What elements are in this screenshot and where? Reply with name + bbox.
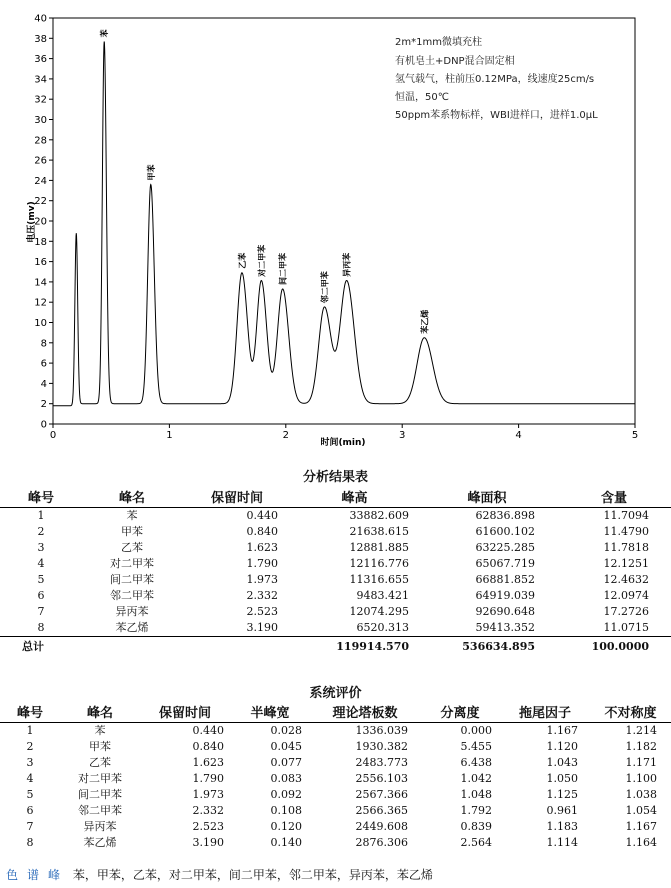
table-cell: 1.114 bbox=[546, 835, 578, 849]
table-cell: 甲苯 bbox=[121, 524, 143, 538]
total-blank-2 bbox=[182, 636, 292, 658]
table-cell: 7 bbox=[26, 819, 34, 833]
table-cell: 5.455 bbox=[460, 739, 492, 753]
table-cell: 62836.898 bbox=[475, 508, 535, 522]
col-content: 含量 bbox=[557, 487, 671, 507]
table-cell: 0.140 bbox=[270, 835, 302, 849]
x-tick-label: 5 bbox=[631, 430, 639, 441]
table-cell: 63225.285 bbox=[475, 540, 535, 554]
table-cell: 11.7818 bbox=[603, 540, 649, 554]
table-cell: 5 bbox=[37, 572, 45, 586]
y-tick-label: 16 bbox=[34, 257, 47, 269]
y-tick-label: 4 bbox=[40, 378, 47, 390]
table-cell: 1.973 bbox=[192, 787, 224, 801]
table-row bbox=[0, 524, 671, 540]
table-cell: 61600.102 bbox=[475, 524, 535, 538]
table-cell: 8 bbox=[37, 620, 45, 634]
table-row bbox=[0, 588, 671, 604]
table-cell: 0.028 bbox=[270, 723, 302, 737]
y-tick-label: 14 bbox=[34, 277, 47, 289]
table-row bbox=[0, 739, 671, 755]
annotation-carrier: 氢气载气，柱前压0.12MPa，线速度25cm/s bbox=[395, 74, 595, 85]
total-height: 119914.570 bbox=[292, 636, 417, 658]
caption-label: 色谱峰 bbox=[6, 868, 70, 882]
table-cell: 12.1251 bbox=[603, 556, 649, 570]
analysis-table bbox=[0, 487, 671, 658]
table-cell: 2876.306 bbox=[355, 835, 408, 849]
table-cell: 1930.382 bbox=[355, 739, 408, 753]
table-cell: 3.190 bbox=[246, 620, 278, 634]
table-cell: 2 bbox=[26, 739, 34, 753]
table-cell: 64919.039 bbox=[475, 588, 535, 602]
table-cell: 乙苯 bbox=[121, 540, 143, 554]
table-cell: 苯乙烯 bbox=[115, 620, 149, 634]
table-cell: 12881.885 bbox=[349, 540, 409, 554]
y-tick-label: 32 bbox=[34, 94, 47, 106]
peak-label: 邻二甲苯 bbox=[320, 271, 330, 304]
table-cell: 1.182 bbox=[625, 739, 657, 753]
table-cell: 甲苯 bbox=[89, 739, 111, 753]
table-cell: 2556.103 bbox=[355, 771, 408, 785]
caption bbox=[6, 866, 433, 883]
table-row bbox=[0, 722, 671, 739]
table-cell: 0.045 bbox=[270, 739, 302, 753]
x-tick-label: 0 bbox=[49, 430, 57, 441]
table-cell: 1.048 bbox=[460, 787, 492, 801]
eval-col-peak-name: 峰名 bbox=[60, 702, 140, 722]
table-cell: 1.623 bbox=[192, 755, 224, 769]
table-cell: 6 bbox=[26, 803, 34, 817]
table-cell: 11.4790 bbox=[603, 524, 649, 538]
total-area: 536634.895 bbox=[417, 636, 557, 658]
table-cell: 17.2726 bbox=[603, 604, 649, 618]
y-tick-label: 34 bbox=[34, 74, 47, 86]
table-row bbox=[0, 787, 671, 803]
table-cell: 邻二甲苯 bbox=[78, 803, 122, 817]
table-cell: 2566.365 bbox=[355, 803, 408, 817]
col-height: 峰高 bbox=[292, 487, 417, 507]
table-cell: 1.171 bbox=[625, 755, 657, 769]
table-cell: 2.332 bbox=[192, 803, 224, 817]
table-cell: 9483.421 bbox=[356, 588, 409, 602]
table-cell: 乙苯 bbox=[89, 755, 111, 769]
y-tick-label: 6 bbox=[40, 358, 47, 370]
y-tick-label: 36 bbox=[34, 54, 47, 66]
table-row bbox=[0, 556, 671, 572]
table-cell: 苯 bbox=[94, 723, 106, 737]
table-cell: 2.523 bbox=[192, 819, 224, 833]
x-tick-label: 4 bbox=[515, 430, 522, 441]
y-tick-label: 8 bbox=[40, 338, 47, 350]
table-cell: 1 bbox=[26, 723, 34, 737]
y-tick-label: 2 bbox=[40, 399, 47, 411]
table-cell: 12116.776 bbox=[349, 556, 409, 570]
col-peak-name: 峰名 bbox=[82, 487, 182, 507]
table-cell: 0.120 bbox=[270, 819, 302, 833]
table-row bbox=[0, 819, 671, 835]
table-cell: 0.108 bbox=[270, 803, 302, 817]
analysis-table-title: 分析结果表 bbox=[302, 470, 368, 485]
table-cell: 苯 bbox=[126, 508, 138, 522]
annotation-sample: 50ppm苯系物标样，WBI进样口，进样1.0μL bbox=[395, 110, 598, 121]
peak-label: 对二甲苯 bbox=[257, 244, 267, 277]
table-cell: 1.790 bbox=[246, 556, 278, 570]
table-cell: 2 bbox=[37, 524, 45, 538]
table-cell: 2.564 bbox=[460, 835, 492, 849]
table-cell: 4 bbox=[37, 556, 45, 570]
table-cell: 1 bbox=[37, 508, 45, 522]
table-cell: 苯乙烯 bbox=[83, 835, 117, 849]
evaluation-table bbox=[0, 702, 671, 851]
table-cell: 0.077 bbox=[270, 755, 302, 769]
eval-col-half-width: 半峰宽 bbox=[230, 702, 310, 722]
table-cell: 21638.615 bbox=[349, 524, 409, 538]
table-cell: 6520.313 bbox=[356, 620, 409, 634]
peak-label: 苯 bbox=[100, 29, 110, 38]
table-cell: 66881.852 bbox=[475, 572, 535, 586]
x-tick-label: 1 bbox=[166, 430, 173, 441]
table-cell: 1.973 bbox=[246, 572, 278, 586]
table-cell: 0.440 bbox=[246, 508, 278, 522]
table-cell: 1.214 bbox=[625, 723, 657, 737]
table-cell: 12.4632 bbox=[603, 572, 649, 586]
table-cell: 0.083 bbox=[270, 771, 302, 785]
y-tick-label: 38 bbox=[34, 33, 47, 45]
table-row bbox=[0, 803, 671, 819]
table-cell: 33882.609 bbox=[349, 508, 409, 522]
annotation-column: 2m*1mm微填充柱 bbox=[395, 37, 482, 48]
col-retention: 保留时间 bbox=[182, 487, 292, 507]
y-tick-label: 12 bbox=[34, 297, 47, 309]
y-tick-label: 20 bbox=[34, 216, 47, 228]
x-tick-label: 3 bbox=[399, 430, 406, 441]
table-cell: 1.050 bbox=[546, 771, 578, 785]
table-cell: 1.038 bbox=[625, 787, 657, 801]
y-tick-label: 18 bbox=[34, 236, 47, 248]
table-row bbox=[0, 771, 671, 787]
table-cell: 8 bbox=[26, 835, 34, 849]
table-cell: 1.042 bbox=[460, 771, 492, 785]
table-cell: 1.164 bbox=[625, 835, 657, 849]
table-row bbox=[0, 835, 671, 851]
table-cell: 92690.648 bbox=[475, 604, 535, 618]
x-axis-label: 时间(min) bbox=[320, 438, 366, 448]
table-cell: 4 bbox=[26, 771, 34, 785]
table-cell: 0.840 bbox=[192, 739, 224, 753]
y-tick-label: 26 bbox=[34, 155, 47, 167]
table-cell: 1336.039 bbox=[355, 723, 408, 737]
table-cell: 0.000 bbox=[460, 723, 492, 737]
table-cell: 1.054 bbox=[625, 803, 657, 817]
caption-text: 苯，甲苯，乙苯，对二甲苯，间二甲苯，邻二甲苯，异丙苯，苯乙烯 bbox=[72, 868, 433, 882]
table-row bbox=[0, 620, 671, 637]
y-tick-label: 0 bbox=[40, 419, 47, 431]
y-tick-label: 10 bbox=[34, 318, 47, 329]
table-cell: 异丙苯 bbox=[115, 604, 149, 618]
table-cell: 3 bbox=[37, 540, 45, 554]
y-tick-label: 30 bbox=[34, 115, 47, 126]
table-cell: 7 bbox=[37, 604, 45, 618]
table-row bbox=[0, 540, 671, 556]
eval-col-resolution: 分离度 bbox=[420, 702, 500, 722]
table-cell: 11.0715 bbox=[603, 620, 649, 634]
table-cell: 6.438 bbox=[460, 755, 492, 769]
table-cell: 12.0974 bbox=[603, 588, 649, 602]
annotation-temperature: 恒温，50℃ bbox=[395, 92, 449, 103]
total-blank-1 bbox=[82, 636, 182, 658]
table-cell: 5 bbox=[26, 787, 34, 801]
table-cell: 3.190 bbox=[192, 835, 224, 849]
eval-col-asymmetry: 不对称度 bbox=[590, 702, 671, 722]
annotation-phase: 有机皂土+DNP混合固定相 bbox=[395, 56, 515, 67]
table-cell: 11316.655 bbox=[349, 572, 409, 586]
table-row bbox=[0, 755, 671, 771]
table-cell: 对二甲苯 bbox=[78, 771, 122, 785]
y-tick-label: 40 bbox=[34, 13, 47, 25]
table-cell: 间二甲苯 bbox=[78, 787, 122, 801]
table-cell: 邻二甲苯 bbox=[110, 588, 154, 602]
table-cell: 1.167 bbox=[546, 723, 578, 737]
table-cell: 1.120 bbox=[546, 739, 578, 753]
table-cell: 0.440 bbox=[192, 723, 224, 737]
table-cell: 2567.366 bbox=[355, 787, 408, 801]
eval-col-tailing: 拖尾因子 bbox=[500, 702, 590, 722]
peak-label: 乙苯 bbox=[237, 252, 247, 269]
table-cell: 11.7094 bbox=[603, 508, 649, 522]
table-row bbox=[0, 572, 671, 588]
x-tick-label: 2 bbox=[282, 430, 289, 441]
eval-col-peak-no: 峰号 bbox=[0, 702, 60, 722]
table-cell: 1.623 bbox=[246, 540, 278, 554]
table-cell: 2449.608 bbox=[355, 819, 408, 833]
col-peak-no: 峰号 bbox=[0, 487, 82, 507]
table-cell: 异丙苯 bbox=[83, 819, 117, 833]
table-row bbox=[0, 507, 671, 524]
eval-col-plates: 理论塔板数 bbox=[310, 702, 420, 722]
table-cell: 2.332 bbox=[246, 588, 278, 602]
table-cell: 0.961 bbox=[546, 803, 578, 817]
total-label: 总计 bbox=[0, 636, 82, 658]
evaluation-table-title: 系统评价 bbox=[309, 686, 362, 701]
y-axis-label: 电压(mv) bbox=[27, 201, 37, 243]
table-cell: 1.792 bbox=[460, 803, 492, 817]
table-cell: 1.125 bbox=[546, 787, 578, 801]
peak-label: 间二甲苯 bbox=[278, 253, 288, 286]
peak-label: 甲苯 bbox=[146, 164, 156, 181]
table-cell: 59413.352 bbox=[475, 620, 535, 634]
table-cell: 0.092 bbox=[270, 787, 302, 801]
table-cell: 1.183 bbox=[546, 819, 578, 833]
table-cell: 3 bbox=[26, 755, 34, 769]
table-cell: 0.840 bbox=[246, 524, 278, 538]
y-tick-label: 28 bbox=[34, 135, 47, 147]
peak-label: 异丙苯 bbox=[342, 252, 352, 277]
table-cell: 65067.719 bbox=[475, 556, 535, 570]
y-tick-label: 22 bbox=[34, 196, 47, 208]
table-cell: 2.523 bbox=[246, 604, 278, 618]
table-cell: 1.043 bbox=[546, 755, 578, 769]
table-cell: 1.167 bbox=[625, 819, 657, 833]
chromatogram-trace bbox=[53, 41, 635, 405]
eval-col-retention: 保留时间 bbox=[140, 702, 230, 722]
table-cell: 对二甲苯 bbox=[110, 556, 154, 570]
table-cell: 0.839 bbox=[460, 819, 492, 833]
peak-label: 苯乙烯 bbox=[420, 309, 430, 334]
table-cell: 6 bbox=[37, 588, 45, 602]
table-row bbox=[0, 604, 671, 620]
table-cell: 12074.295 bbox=[349, 604, 409, 618]
table-cell: 1.790 bbox=[192, 771, 224, 785]
col-area: 峰面积 bbox=[417, 487, 557, 507]
total-content: 100.0000 bbox=[557, 636, 671, 658]
table-cell: 2483.773 bbox=[355, 755, 408, 769]
table-cell: 间二甲苯 bbox=[110, 572, 154, 586]
table-cell: 1.100 bbox=[625, 771, 657, 785]
y-tick-label: 24 bbox=[34, 175, 47, 187]
